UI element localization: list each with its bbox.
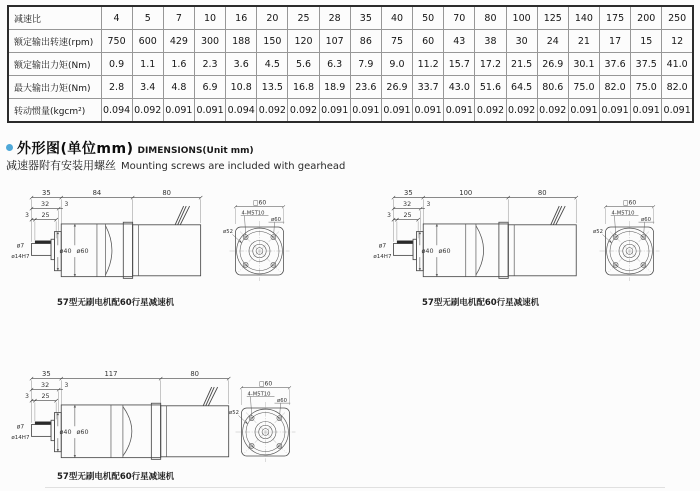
table-cell: 9.0 [381,53,412,76]
table-cell: 30 [506,30,537,53]
svg-text:25: 25 [41,392,50,401]
table-cell: 21.5 [506,53,537,76]
table-cell: 5 [132,6,163,30]
table-cell: 13.5 [257,76,288,99]
table-cell: 64.5 [506,76,537,99]
svg-text:35: 35 [404,189,413,198]
table-cell: 300 [194,30,225,53]
table-row [8,30,693,53]
drawing-end-view [222,197,297,295]
table-cell: 38 [475,30,506,53]
table-cell: 1.6 [163,53,194,76]
table-cell: 24 [537,30,568,53]
table-cell: 15.7 [444,53,475,76]
table-cell: 43 [444,30,475,53]
table-cell: 2.8 [101,76,132,99]
table-cell: 175 [600,6,631,30]
svg-text:ø60: ø60 [277,398,287,404]
table-cell: 0.091 [568,99,599,123]
drawing-end-view [592,197,667,295]
svg-text:3: 3 [25,393,29,401]
table-cell: 0.091 [600,99,631,123]
table-cell: 41.0 [662,53,693,76]
svg-text:4-M5T10: 4-M5T10 [611,210,635,217]
table-cell: 4 [101,6,132,30]
table-cell: 0.091 [350,99,381,123]
svg-text:ø40: ø40 [59,246,72,255]
table-cell: 0.091 [163,99,194,123]
table-cell: 0.091 [319,99,350,123]
drawing-side-view [368,184,586,283]
svg-text:ø40: ø40 [421,246,434,255]
table-cell: 200 [631,6,662,30]
table-cell: 16.8 [288,76,319,99]
table-cell: 0.092 [537,99,568,123]
table-cell: 11.2 [413,53,444,76]
table-cell: 37.5 [631,53,662,76]
table-cell: 0.092 [506,99,537,123]
table-cell: 0.092 [257,99,288,123]
table-cell: 100 [506,6,537,30]
section-header [6,138,254,158]
table-cell: 429 [163,30,194,53]
table-cell: 75.0 [568,76,599,99]
table-cell: 140 [568,6,599,30]
drawing-caption: 57型无刷电机配60行星减速机 [422,298,540,308]
section-subtitle [6,157,345,173]
table-cell: 0.091 [631,99,662,123]
table-cell: 75 [381,30,412,53]
drawing-end-view [228,378,303,476]
table-cell: 33.7 [413,76,444,99]
table-cell: 150 [257,30,288,53]
table-cell: 0.092 [132,99,163,123]
table-cell: 7 [163,6,194,30]
table-cell: 5.6 [288,53,319,76]
table-row [8,6,693,30]
svg-text:□60: □60 [258,380,273,388]
section-subtitle-en: Mounting screws are included with gearhead [121,161,346,172]
svg-text:ø7: ø7 [16,423,25,431]
section-title-en: DIMENSIONS(Unit mm) [137,146,254,156]
table-cell: 188 [226,30,257,53]
row-label: 最大输出力矩(Nm) [8,76,101,99]
table-cell: 28 [319,6,350,30]
spec-table [7,5,694,123]
svg-text:ø7: ø7 [16,242,25,250]
row-label: 减速比 [8,6,101,30]
table-cell: 75.0 [631,76,662,99]
table-cell: 60 [413,30,444,53]
svg-text:100: 100 [459,189,473,198]
table-cell: 4.8 [163,76,194,99]
table-cell: 37.6 [600,53,631,76]
table-cell: 70 [444,6,475,30]
table-cell: 600 [132,30,163,53]
svg-text:25: 25 [403,211,412,220]
svg-text:32: 32 [403,200,412,209]
table-cell: 50 [413,6,444,30]
table-cell: 30.1 [568,53,599,76]
bullet-icon [6,144,13,151]
table-cell: 16 [226,6,257,30]
svg-text:ø60: ø60 [271,217,281,223]
table-cell: 25 [288,6,319,30]
table-cell: 10.8 [226,76,257,99]
table-cell: 21 [568,30,599,53]
table-cell: 26.9 [537,53,568,76]
table-cell: 0.091 [381,99,412,123]
svg-text:ø52: ø52 [223,229,233,235]
svg-text:ø14H7: ø14H7 [11,253,30,260]
table-cell: 4.5 [257,53,288,76]
svg-text:ø52: ø52 [229,410,239,416]
table-cell: 0.091 [662,99,693,123]
svg-text:80: 80 [537,189,547,198]
table-cell: 10 [194,6,225,30]
svg-text:□60: □60 [622,199,637,207]
table-row [8,99,693,123]
svg-text:80: 80 [162,189,171,198]
drawing-side-view [6,184,211,283]
svg-text:ø60: ø60 [76,246,89,255]
table-cell: 35 [350,6,381,30]
table-cell: 120 [288,30,319,53]
table-row [8,53,693,76]
table-cell: 51.6 [475,76,506,99]
svg-text:35: 35 [42,189,51,198]
svg-text:ø52: ø52 [593,229,603,235]
table-cell: 82.0 [600,76,631,99]
svg-text:3: 3 [387,212,391,220]
table-cell: 0.091 [194,99,225,123]
svg-text:ø60: ø60 [76,427,89,436]
table-cell: 7.9 [350,53,381,76]
table-cell: 0.092 [475,99,506,123]
svg-text:35: 35 [42,370,51,379]
svg-text:4-M5T10: 4-M5T10 [247,391,271,398]
table-cell: 3.4 [132,76,163,99]
table-cell: 17.2 [475,53,506,76]
section-title-cn: 外形图(单位mm) [17,141,134,157]
svg-text:32: 32 [41,381,50,390]
table-cell: 6.3 [319,53,350,76]
table-cell: 18.9 [319,76,350,99]
table-cell: 80.6 [537,76,568,99]
svg-text:ø14H7: ø14H7 [11,434,30,441]
table-cell: 43.0 [444,76,475,99]
svg-text:32: 32 [41,200,50,209]
drawing-side-view [6,365,239,464]
table-cell: 23.6 [350,76,381,99]
svg-text:3: 3 [64,201,69,209]
section-subtitle-cn: 减速器附有安装用螺丝 [6,159,116,172]
table-cell: 0.091 [444,99,475,123]
table-cell: 2.3 [194,53,225,76]
table-cell: 6.9 [194,76,225,99]
svg-text:3: 3 [25,212,29,220]
table-cell: 26.9 [381,76,412,99]
svg-text:80: 80 [190,370,200,379]
svg-text:ø7: ø7 [378,242,387,250]
svg-text:25: 25 [41,211,50,220]
svg-text:ø60: ø60 [438,246,451,255]
table-cell: 0.092 [288,99,319,123]
table-cell: 0.094 [226,99,257,123]
table-cell: 3.6 [226,53,257,76]
svg-text:ø14H7: ø14H7 [373,253,392,260]
drawing-caption: 57型无刷电机配60行星减速机 [57,472,175,482]
svg-text:3: 3 [64,382,69,390]
table-cell: 12 [662,30,693,53]
row-label: 额定输出力矩(Nm) [8,53,101,76]
svg-text:117: 117 [104,370,118,379]
row-label: 额定输出转速(rpm) [8,30,101,53]
table-cell: 1.1 [132,53,163,76]
table-cell: 82.0 [662,76,693,99]
drawing-caption: 57型无刷电机配60行星减速机 [57,298,175,308]
table-cell: 750 [101,30,132,53]
table-row [8,76,693,99]
svg-text:3: 3 [426,201,431,209]
table-cell: 0.9 [101,53,132,76]
svg-text:□60: □60 [252,199,267,207]
table-cell: 125 [537,6,568,30]
page-edge-line [45,487,665,488]
table-cell: 40 [381,6,412,30]
table-cell: 86 [350,30,381,53]
table-cell: 250 [662,6,693,30]
svg-text:84: 84 [92,189,102,198]
row-label: 转动惯量(kgcm²) [8,99,101,123]
svg-text:4-M5T10: 4-M5T10 [241,210,265,217]
svg-text:ø40: ø40 [59,427,72,436]
table-cell: 15 [631,30,662,53]
table-cell: 80 [475,6,506,30]
svg-text:ø60: ø60 [641,217,651,223]
table-cell: 107 [319,30,350,53]
table-cell: 17 [600,30,631,53]
table-cell: 0.091 [413,99,444,123]
table-cell: 20 [257,6,288,30]
table-cell: 0.094 [101,99,132,123]
